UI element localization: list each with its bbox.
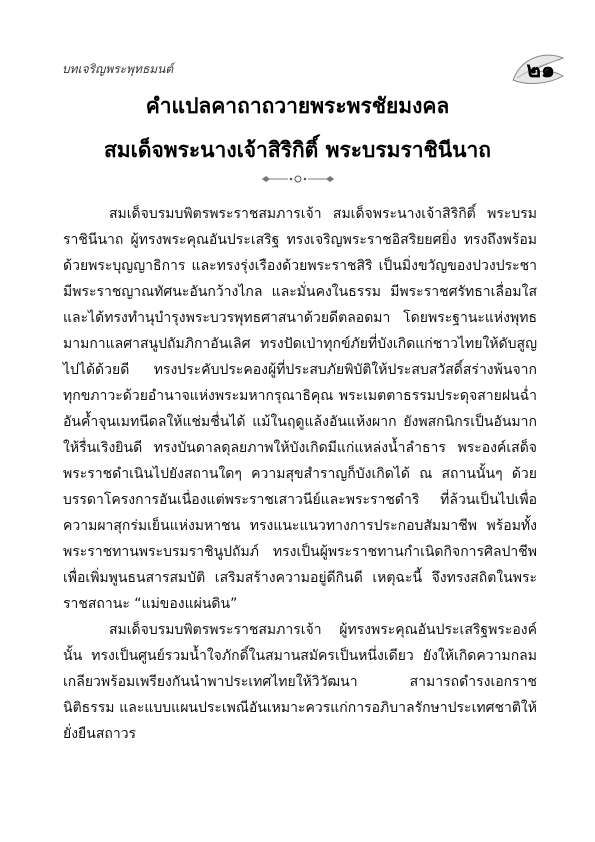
paragraph-2: สมเด็จบรมบพิตรพระราชสมภารเจ้า ผู้ทรงพระคุณอันประเสริฐพระองค์นั้น ทรงเป็นศูนย์รวมน้ำใจภักดิ์ในสมานสมัครเป็นหนึ่งเดียว ยังให้เกิดความกลมเกลียวพร้อมเพรียงกันนำพาประเทศไทยให้วิวัฒนา สามารถดำรงเอกราชนิติธรรม และแบบแผนประเพณีอันเหมาะควรแก่การอภิบาลรักษาประเทศชาติให้ยั่งยืนสถาวร [63, 622, 537, 742]
body-text [63, 201, 537, 747]
running-head: บทเจริญพระพุทธมนต์ [62, 62, 174, 76]
paragraph-1: สมเด็จบรมบพิตรพระราชสมภารเจ้า สมเด็จพระนางเจ้าสิริกิติ์ พระบรมราชินีนาถ ผู้ทรงพระคุณอันประเสริฐ ทรงเจริญพระราชอิสริยยศยิ่ง ทรงถึงพร้อมด้วยพระบุญญาธิการ และทรงรุ่งเรืองด้วยพระราชสิริ เป็นมิ่งขวัญของปวงประชา มีพระราชญาณทัศนะอันกว้างไกล และมั่นคงในธรรม มีพระราชศรัทธาเลื่อมใสและได้ทรงทำนุบำรุงพระบวรพุทธศาสนาด้วยดีตลอดมา โดยพระฐานะแห่งพุทธมามกาแลศาสนูปถัมภิกาอันเลิศ ทรงปัดเป่าทุกข์ภัยที่บังเกิดแก่ชาวไทยให้ดับสูญไปได้ด้วยดี ทรงประคับประคองผู้ที่ประสบภัยพิบัติให้ประสบสวัสดิ์สร่างพ้นจากทุกขภาวะด้วยอำนาจแห่งพระมหากรุณาธิคุณ พระเมตตาธรรมประดุจสายฝนฉ่ำอันค้ำจุนเมทนีดลให้แช่มชื่นได้ แม้ในฤดูแล้งอันแห้งผาก ยังพสกนิกรเป็นอันมากให้รื่นเริงยินดี ทรงบันดาลดุลยภาพให้บังเกิดมีแก่แหล่งน้ำลำธาร พระองค์เสด็จพระราชดำเนินไปยังสถานใดๆ ความสุขสำราญก็บังเกิดได้ ณ สถานนั้นๆ ด้วยบรรดาโครงการอันเนื่องแต่พระราชเสาวนีย์และพระราชดำริ ที่ล้วนเป็นไปเพื่อความผาสุกร่มเย็นแห่งมหาชน ทรงแนะแนวทางการประกอบสัมมาชีพ พร้อมทั้งพระราชทานพระบรมราชินูปถัมภ์ ทรงเป็นผู้พระราชทานกำเนิดกิจการศิลปาชีพ เพื่อเพิ่มพูนธนสารสมบัติ เสริมสร้างความอยู่ดีกินดี เหตุฉะนี้ จึงทรงสถิตในพระราชสถานะ “แม่ของแผ่นดิน” [63, 206, 537, 612]
title-line-2: สมเด็จพระนางเจ้าสิริกิติ์ พระบรมราชินีนาถ [103, 138, 491, 162]
decorative-divider-icon [260, 172, 336, 186]
title-line-1: คำแปลคาถาถวายพระพรชัยมงคล [145, 94, 450, 118]
page-number: ๒๑ [526, 58, 555, 83]
